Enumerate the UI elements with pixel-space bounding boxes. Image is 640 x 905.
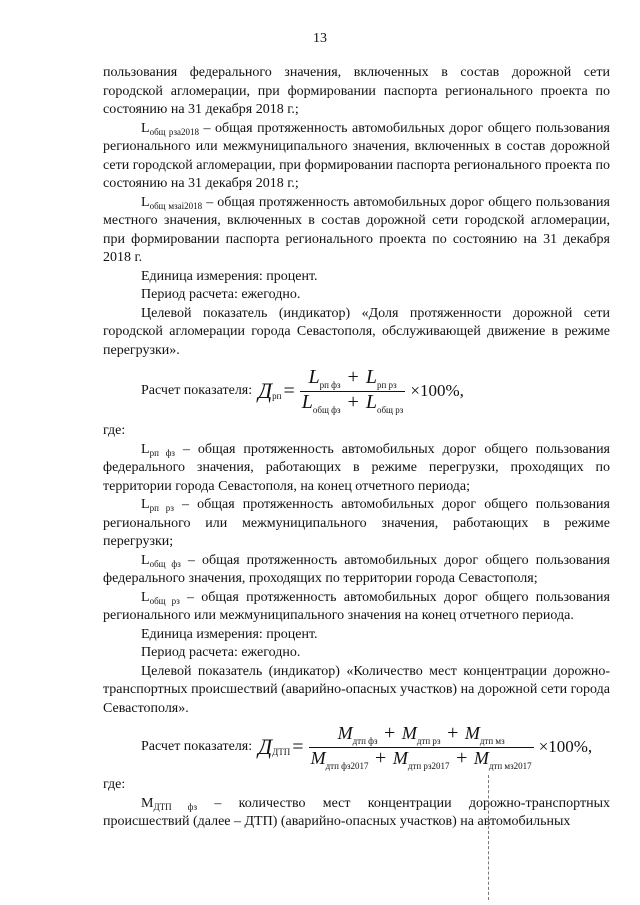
symbol: L [141, 497, 150, 512]
term-sub: дтп фз2017 [325, 760, 369, 771]
where-label: где: [103, 423, 126, 438]
symbol-subscript: общ фз [149, 558, 181, 569]
target-indicator-1: Целевой показатель (индикатор) «Доля протяженности дорожной сети городской агломерации города Севастополя, обслуживающей движение в режиме перегрузки». [103, 305, 610, 358]
term: M [310, 747, 326, 768]
plus-sign: + [456, 746, 468, 769]
term: L [308, 366, 320, 388]
term-sub: дтп рз [416, 736, 441, 746]
symbol-subscript: общ рз [149, 595, 180, 606]
term: M [392, 747, 408, 768]
body-text [103, 64, 610, 832]
formula-lhs: Д [258, 733, 273, 759]
fraction [300, 368, 406, 414]
symbol: L [141, 194, 150, 210]
formula-expression [258, 368, 464, 414]
definition-text: – общая протяженность автомобильных дорог общего пользования федерального значения, проходящих по территории города Севастополя; [103, 552, 610, 586]
term: M [401, 723, 417, 743]
definition-text: – общая протяженность автомобильных дорог общего пользования федерального значения, работающих в режиме перегрузки, проходящих по территории города Севастополя, на конец отчетного периода; [103, 441, 611, 494]
numerator [336, 724, 507, 746]
formula-label: Расчет показателя: [141, 382, 253, 398]
definition-text: – общая протяженность автомобильных дорог общего пользования регионального или межмуниципального значения, работающих в режиме перегрузки; [103, 497, 610, 549]
symbol: L [141, 589, 150, 605]
formula-label: Расчет показателя: [141, 738, 253, 754]
symbol-subscript: ДТП фз [153, 801, 198, 812]
symbol-subscript: общ рза2018 [149, 126, 199, 137]
symbol: L [141, 552, 150, 568]
paragraph-l-obshch-rza [103, 120, 610, 194]
fraction-bar [309, 747, 534, 748]
equals-sign: = [283, 379, 295, 402]
symbol: М [141, 795, 154, 811]
definition-text: – общая протяженность автомобильных дорог общего пользования регионального или межмуниципального значения на конец отчетного периода. [103, 589, 610, 623]
denominator [309, 746, 534, 771]
term-sub: рп фз [319, 380, 341, 390]
formula-tail: ×100%, [410, 380, 464, 400]
symbol: L [141, 441, 150, 457]
definition-l-obshch-rz [103, 589, 610, 626]
formula-1 [103, 368, 610, 414]
definition-text: – количество мест концентрации дорожно-транспортных происшествий (далее – ДТП) (аварийно-опасных участков) на автомобильных [103, 795, 610, 829]
term-sub: дтп рз2017 [407, 760, 450, 771]
term-sub: дтп фз [352, 736, 378, 746]
plus-sign: + [347, 390, 359, 413]
margin-divider-line [488, 775, 489, 900]
definition-text: – общая протяженность автомобильных дорог общего пользования регионального или межмуниципального значения, включенных в состав дорожной сети городской агломерации, при формировании паспорта регионального проекта по состоянию на 31 декабря 2018 г.; [103, 120, 610, 191]
plus-sign: + [347, 366, 359, 388]
paragraph-l-obshch-mzai [103, 194, 610, 268]
term: L [365, 390, 377, 413]
symbol-subscript: рп рз [149, 503, 174, 513]
formula-lhs: Д [258, 377, 273, 403]
term: M [337, 723, 353, 743]
numerator [306, 368, 398, 390]
plus-sign: + [375, 746, 387, 769]
equals-sign: = [292, 735, 304, 758]
where-label: где: [103, 777, 126, 792]
formula-tail: ×100%, [538, 736, 593, 756]
term: L [301, 390, 313, 413]
denominator [300, 390, 406, 415]
formula-2 [103, 724, 610, 770]
definition-l-rp-fz [103, 441, 610, 497]
definition-text: – общая протяженность автомобильных дорог общего пользования местного значения, включенных в состав дорожной сети городской агломерации, при формировании паспорта регионального проекта по состоянию на 31 декабря 2018 г. [103, 194, 610, 265]
unit-line: Единица измерения: процент. [141, 268, 318, 284]
plus-sign: + [447, 722, 459, 744]
term: M [473, 747, 489, 768]
symbol-subscript: общ мзаі2018 [149, 200, 203, 211]
term-sub: общ фз [312, 404, 341, 415]
fraction [309, 724, 534, 770]
period-line: Период расчета: ежегодно. [141, 287, 301, 302]
unit-line: Единица измерения: процент. [141, 626, 318, 642]
formula-expression [258, 724, 592, 770]
target-indicator-2: Целевой показатель (индикатор) «Количество мест концентрации дорожно-транспортных происшествий (аварийно-опасных участков) на дорожной сети города Севастополя». [103, 663, 610, 716]
definition-l-obshch-fz [103, 552, 610, 589]
term: M [464, 723, 480, 743]
symbol: L [141, 120, 150, 136]
paragraph-1: пользования федерального значения, включенных в состав дорожной сети городской агломерации, при формировании паспорта регионального проекта по состоянию на 31 декабря 2018 г.; [103, 65, 610, 117]
term-sub: рп рз [376, 380, 397, 390]
term-sub: дтп мз2017 [488, 760, 532, 771]
formula-lhs-sub: ДТП [272, 746, 291, 757]
period-line: Период расчета: ежегодно. [141, 645, 301, 660]
definition-m-dtp-fz [103, 795, 610, 832]
symbol-subscript: рп фз [149, 447, 175, 458]
definition-l-rp-rz [103, 496, 610, 552]
term-sub: дтп мз [479, 736, 505, 746]
term-sub: общ рз [376, 404, 404, 415]
plus-sign: + [384, 722, 396, 744]
formula-lhs-sub: рп [272, 390, 282, 401]
term: L [365, 366, 377, 388]
page-number: 13 [313, 31, 327, 46]
